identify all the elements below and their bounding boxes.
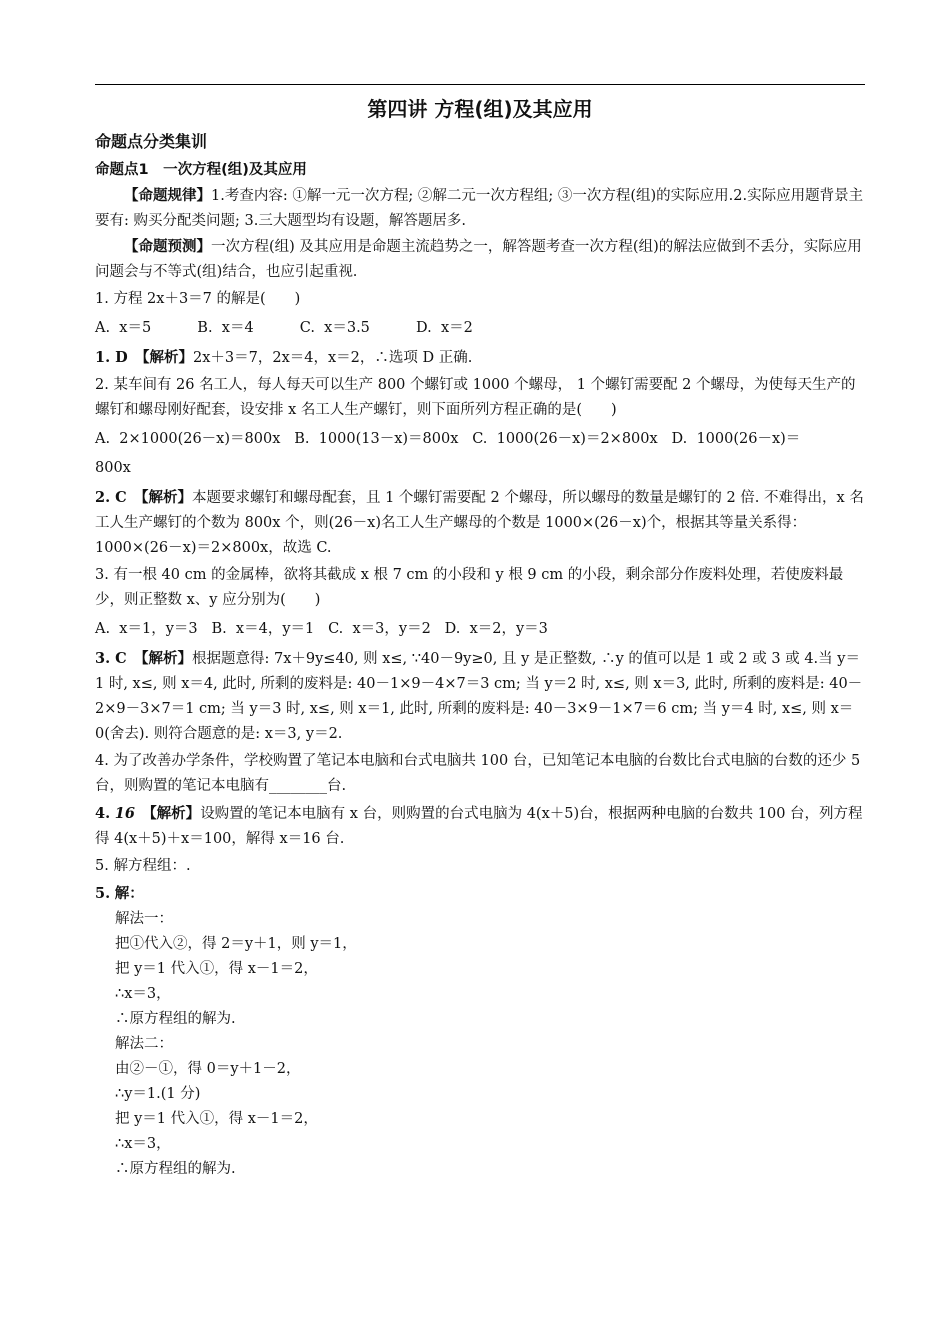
subsection-heading: 命题点1 一次方程(组)及其应用 [95, 162, 307, 178]
question-2-options-line1: A. 2×1000(26－x)＝800x B. 1000(13－x)＝800x C. 1000(26－x)＝2×800x D. 1000(26－x)＝ [95, 431, 801, 447]
answer-5 [95, 881, 865, 907]
answer-3 [95, 646, 865, 747]
answer-4-number: 4. [95, 805, 111, 822]
predict-text: 一次方程(组) 及其应用是命题主流趋势之一，解答题考查一次方程(组)的解法应做到不丢分，实际应用问题会与不等式(组)结合，也应引起重视. [95, 239, 862, 280]
question-2-options-line2: 800x [95, 460, 131, 476]
answer-3-number: 3. C [95, 650, 127, 667]
answer-4-tag: 【解析】 [149, 805, 201, 822]
answer-1-number: 1. D [95, 349, 128, 366]
predict-tag: 【命题预测】 [124, 238, 211, 255]
solution-line: ∴y＝1.(1 分) [115, 1086, 201, 1102]
answer-1-text: 2x＋3＝7，2x＝4，x＝2，∴选项 D 正确. [193, 350, 473, 366]
answer-5-number: 5. [95, 885, 111, 902]
answer-2-tag: 【解析】 [141, 489, 192, 506]
solution-line: ∴x＝3， [115, 1136, 171, 1152]
solution-line: 把 y＝1 代入①，得 x－1＝2， [115, 1111, 318, 1127]
solution-line: ∴原方程组的解为. [115, 1011, 236, 1027]
answer-3-tag: 【解析】 [141, 650, 192, 667]
predict-paragraph [95, 234, 865, 285]
section-heading: 命题点分类集训 [95, 132, 208, 151]
question-3-stem: 3. 有一根 40 cm 的金属棒，欲将其截成 x 根 7 cm 的小段和 y 根 9 cm 的小段，剩余部分作废料处理，若使废料最少，则正整数 x、y 应分别为( ) [95, 567, 844, 608]
solution-line: 由②－①，得 0＝y＋1－2， [115, 1061, 301, 1077]
question-3-options: A. x＝1，y＝3 B. x＝4，y＝1 C. x＝3，y＝2 D. x＝2，y＝3 [95, 621, 548, 637]
question-1-options: A. x＝5 B. x＝4 C. x＝3.5 D. x＝2 [95, 320, 473, 336]
solution-block [95, 907, 865, 1182]
solution-line: ∴x＝3， [115, 986, 171, 1002]
solution-line: 解法一： [115, 911, 173, 927]
solution-line: ∴原方程组的解为. [115, 1161, 236, 1177]
page-title: 第四讲 方程(组)及其应用 [367, 97, 593, 121]
answer-3-text: 根据题意得: 7x＋9y≤40, 则 x≤, ∵40－9y≥0, 且 y 是正整数, ∴y 的值可以是 1 或 2 或 3 或 4.当 y＝1 时, x≤, 则 x＝4, 此时, 所剩的废料是: 40－1×9－4×7＝3 cm; 当 y＝2 时, x≤, 则 x＝3, 此时, 所剩的废料是: 40－2×9－3×7＝1 cm; 当 y＝3 时, x≤, 则 x＝1, 此时, 所剩的废料是: 40－3×9－1×7＝6 cm; 当 y＝4 时, x≤, 则 x＝0(舍去). 则符合题意的是: x＝3, y＝2. [95, 651, 863, 742]
question-5-stem: 5. 解方程组：. [95, 858, 191, 874]
answer-5-label: 解： [114, 885, 144, 902]
top-rule [95, 84, 865, 85]
answer-4-text: 设购置的笔记本电脑有 x 台，则购置的台式电脑为 4(x＋5)台，根据两种电脑的台数共 100 台，列方程得 4(x＋5)＋x＝100，解得 x＝16 台. [95, 806, 863, 847]
answer-2-text: 本题要求螺钉和螺母配套，且 1 个螺钉需要配 2 个螺母，所以螺母的数量是螺钉的 2 倍. 不难得出，x 名工人生产螺钉的个数为 800x 个，则(26－x)名工人生产螺母的个数是 1000×(26－x)个，根据其等量关系得：1000×(26－x)＝2×800x，故选 C. [95, 490, 864, 556]
solution-line: 把①代入②，得 2＝y＋1，则 y＝1， [115, 936, 357, 952]
answer-2 [95, 485, 865, 561]
rule-paragraph [95, 183, 865, 234]
document-page [95, 84, 865, 1182]
question-4-stem: 4. 为了改善办学条件，学校购置了笔记本电脑和台式电脑共 100 台，已知笔记本电脑的台数比台式电脑的台数的还少 5 台，则购置的笔记本电脑有________台. [95, 753, 861, 794]
solution-line: 把 y＝1 代入①，得 x－1＝2， [115, 961, 318, 977]
question-1-stem: 1. 方程 2x＋3＝7 的解是( ) [95, 291, 301, 307]
answer-4-value: 16 [114, 805, 135, 822]
answer-1-tag: 【解析】 [142, 349, 194, 366]
rule-text: 1.考查内容: ①解一元一次方程; ②解二元一次方程组; ③一次方程(组)的实际应用.2.实际应用题背景主要有: 购买分配类问题; 3.三大题型均有设题，解答题居多. [95, 188, 864, 229]
solution-line: 解法二： [115, 1036, 173, 1052]
rule-tag: 【命题规律】 [124, 187, 211, 204]
answer-4 [95, 801, 865, 852]
question-2-stem: 2. 某车间有 26 名工人，每人每天可以生产 800 个螺钉或 1000 个螺母， 1 个螺钉需要配 2 个螺母，为使每天生产的螺钉和螺母刚好配套，设安排 x 名工人生产螺钉，则下面所列方程正确的是( ) [95, 377, 856, 418]
answer-2-number: 2. C [95, 489, 127, 506]
answer-1 [95, 345, 865, 371]
